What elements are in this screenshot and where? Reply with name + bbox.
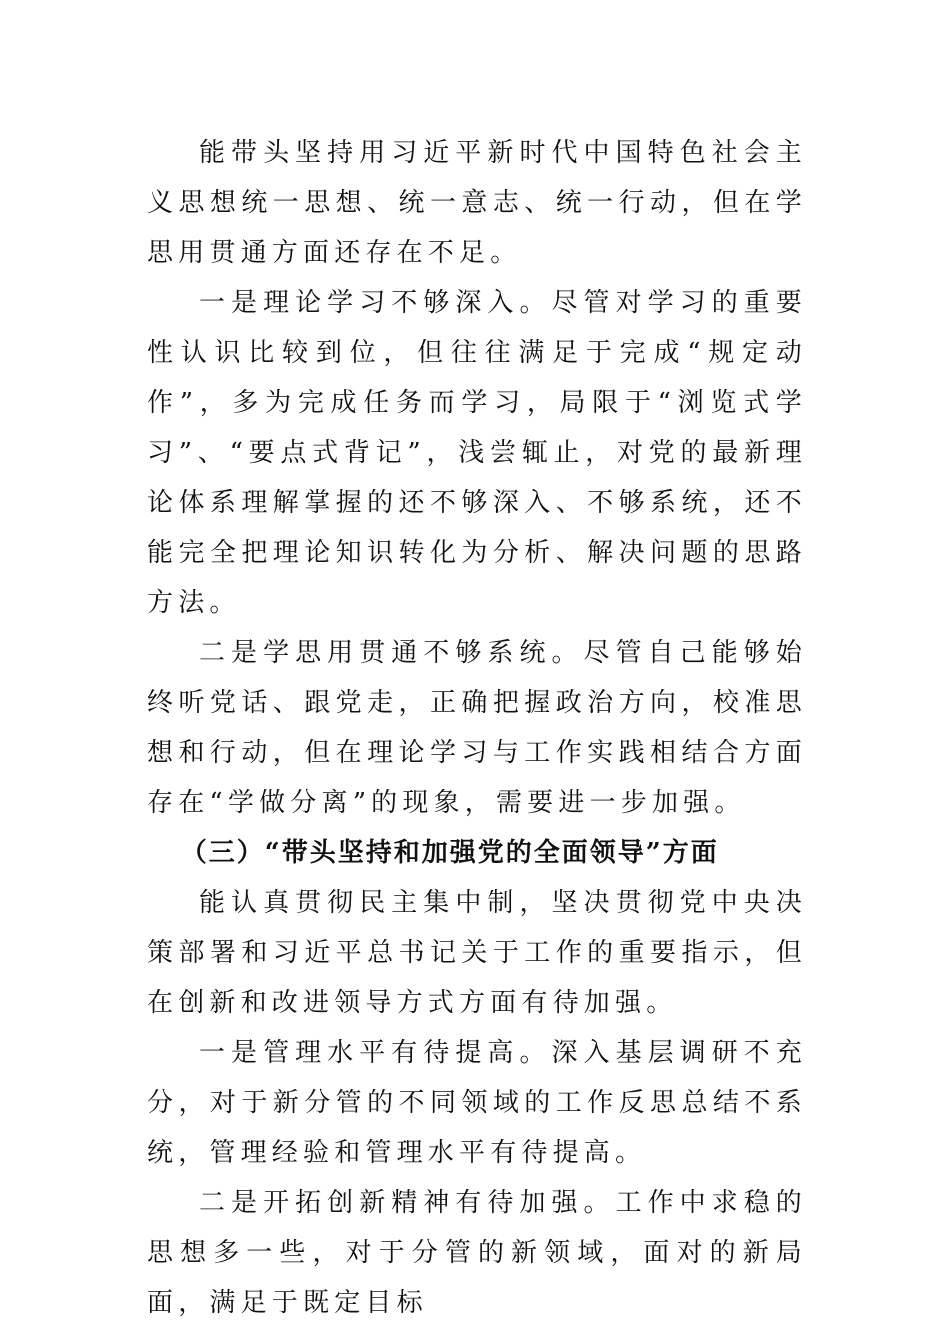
paragraph-management: 一是管理水平有待提高。深入基层调研不充分，对于新分管的不同领域的工作反思总结不系统，管理经验和管理水平有待提高。 <box>147 1038 807 1168</box>
paragraph-intro-3: 能认真贯彻民主集中制，坚决贯彻党中央决策部署和习近平总书记关于工作的重要指示，但在创新和改进领导方式方面有待加强。 <box>147 888 807 1018</box>
paragraph-study-practice: 二是学思用贯通不够系统。尽管自己能够始终听党话、跟党走，正确把握政治方向，校准思想和行动，但在理论学习与工作实践相结合方面存在“学做分离”的现象，需要进一步加强。 <box>147 638 807 818</box>
paragraph-intro-2: 能带头坚持用习近平新时代中国特色社会主义思想统一思想、统一意志、统一行动，但在学思用贯通方面还存在不足。 <box>147 138 807 268</box>
paragraph-innovation: 二是开拓创新精神有待加强。工作中求稳的思想多一些，对于分管的新领域，面对的新局面，满足于既定目标 <box>147 1188 807 1318</box>
paragraph-theory-study: 一是理论学习不够深入。尽管对学习的重要性认识比较到位，但往往满足于完成“规定动作”，多为完成任务而学习，局限于“浏览式学习”、“要点式背记”，浅尝辄止，对党的最新理论体系理解掌握的还不够深入、不够系统，还不能完全把理论知识转化为分析、解决问题的思路方法。 <box>147 288 807 618</box>
document-body <box>147 128 807 1328</box>
section-heading-3: （三）“带头坚持和加强党的全面领导”方面 <box>180 838 719 868</box>
